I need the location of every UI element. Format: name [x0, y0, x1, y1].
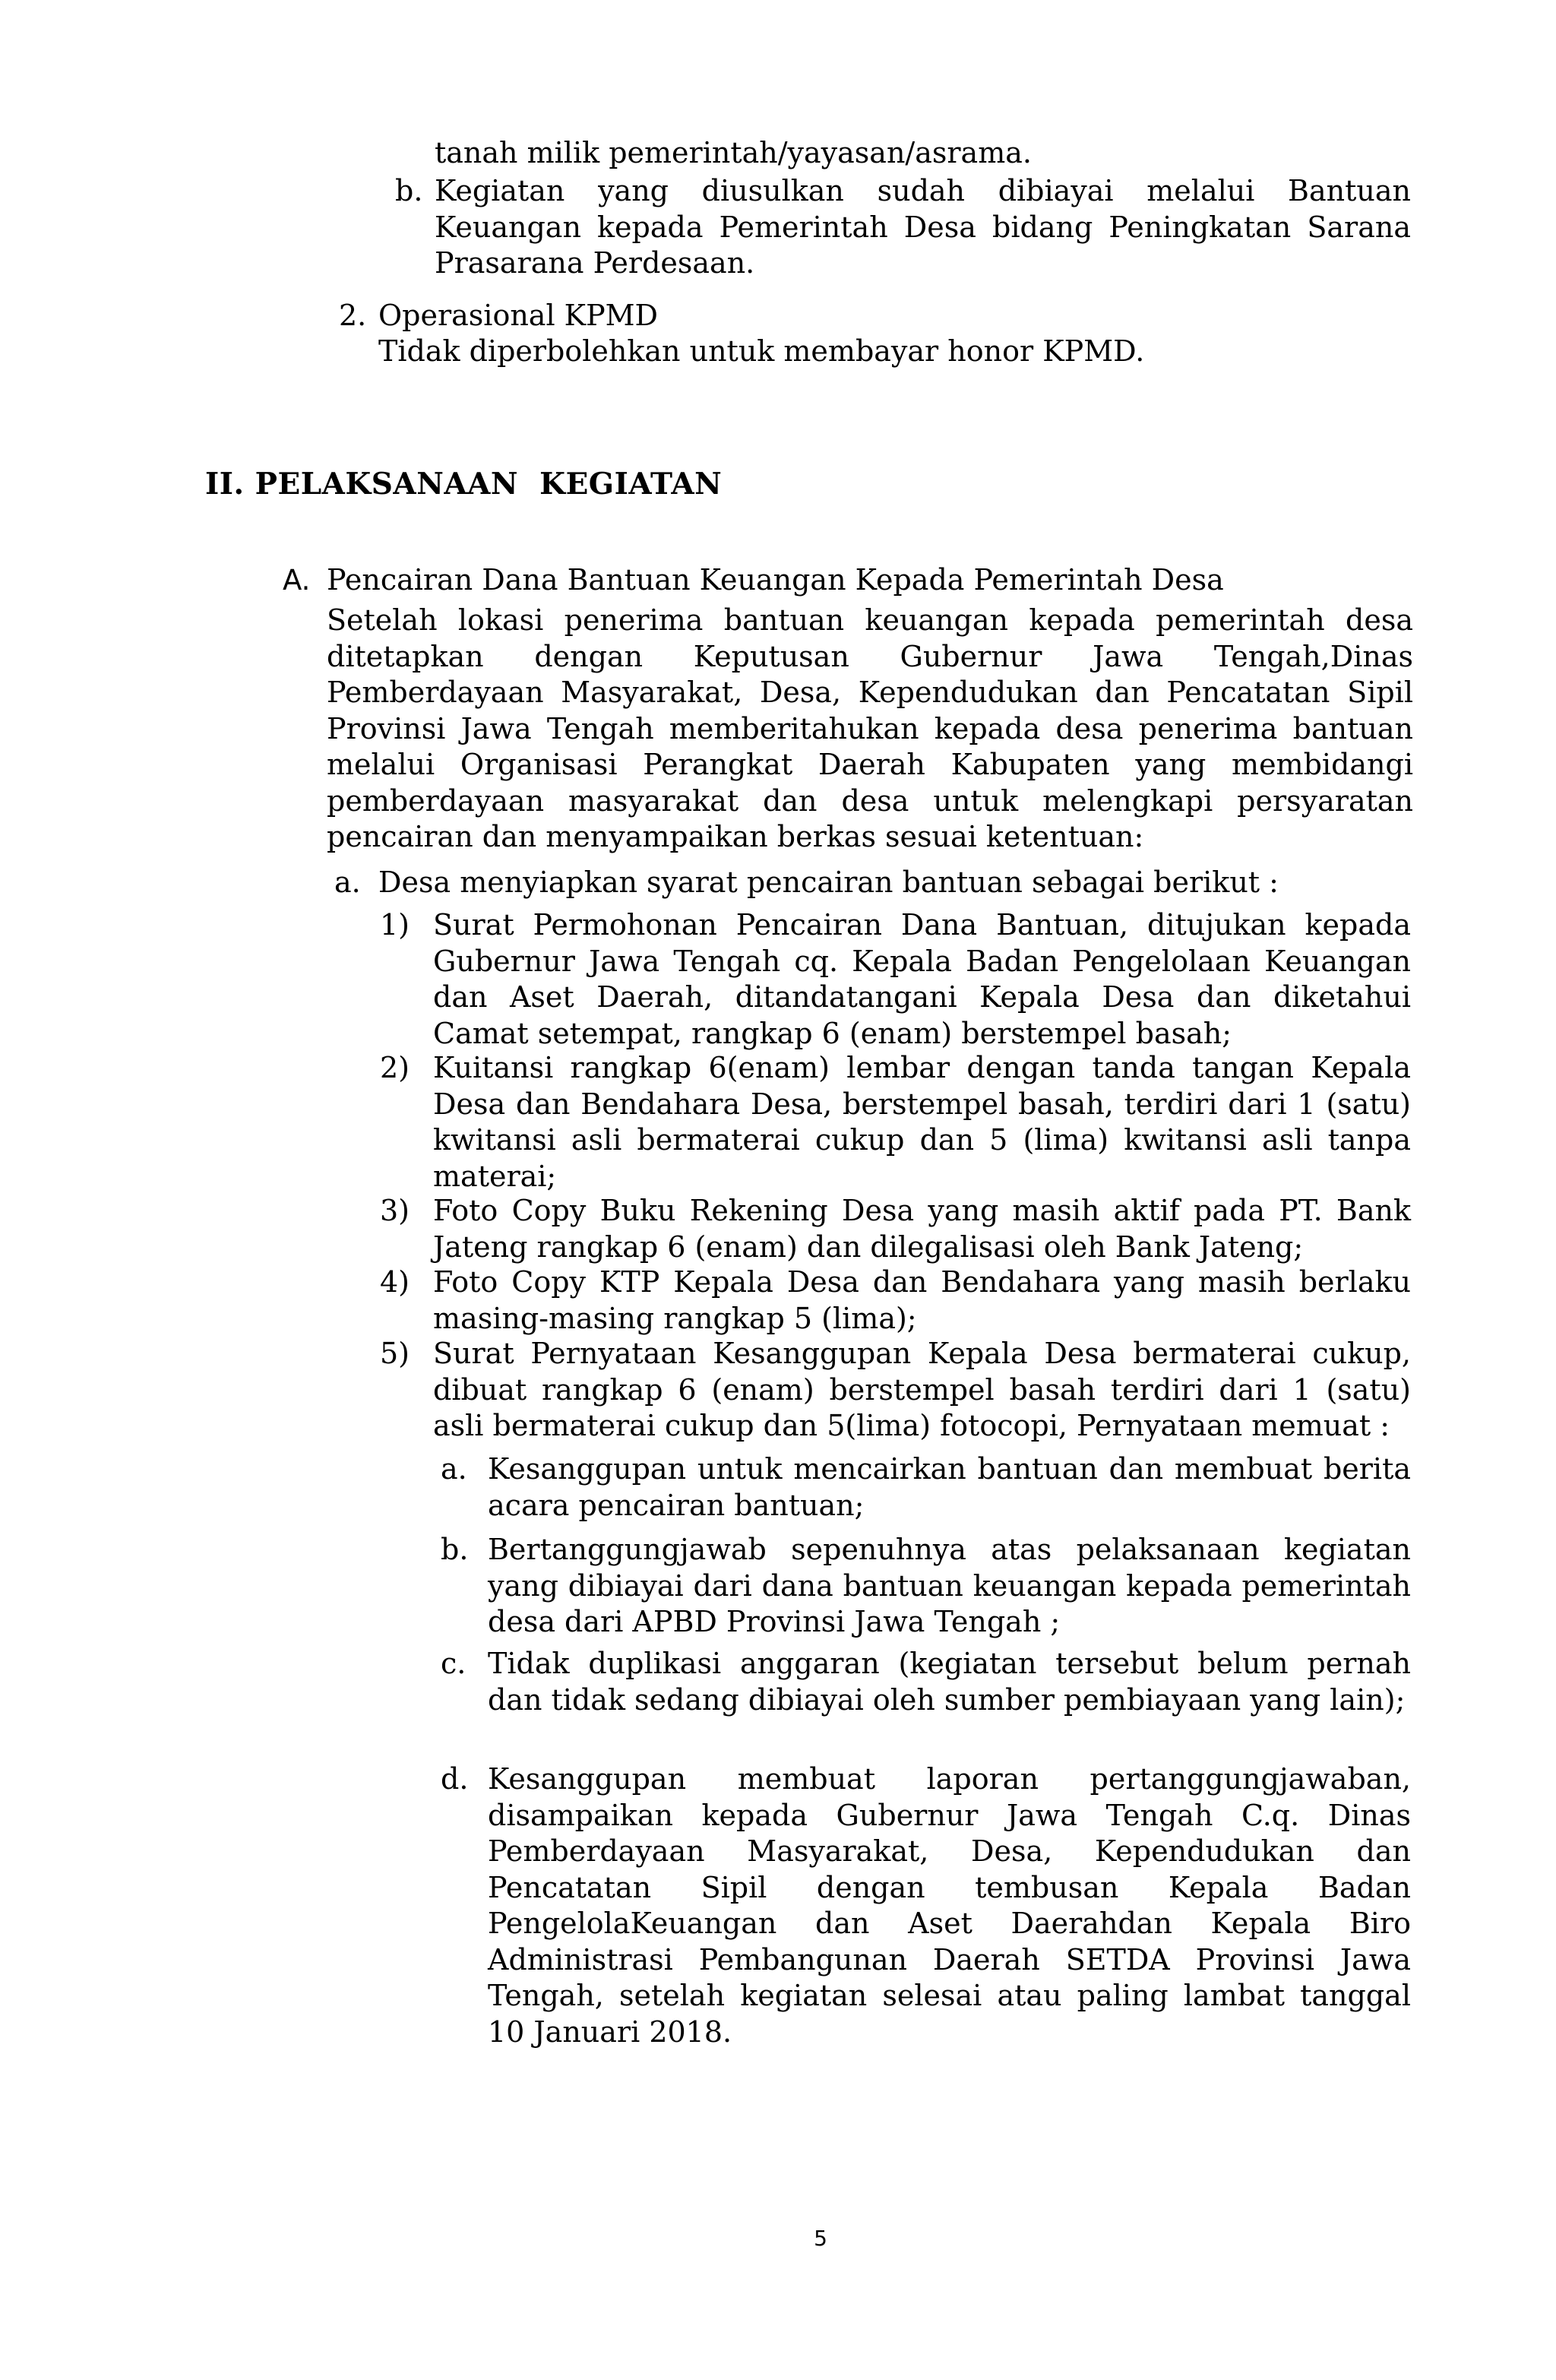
- item-2-title: Operasional KPMD: [378, 299, 659, 332]
- section-a-title: Pencairan Dana Bantuan Keuangan Kepada Pemerintah Desa: [327, 563, 1224, 597]
- requirement-number: 5): [380, 1337, 410, 1370]
- item-b-label: b.: [395, 174, 423, 207]
- requirement-number: 4): [380, 1265, 410, 1299]
- page-number: 5: [814, 2226, 827, 2251]
- sub-a-text: Desa menyiapkan syarat pencairan bantuan sebagai berikut :: [378, 866, 1279, 899]
- continuation-text: tanah milik pemerintah/yayasan/asrama.: [435, 136, 1032, 169]
- requirement-number: 3): [380, 1194, 410, 1227]
- requirement-number: 2): [380, 1051, 410, 1084]
- statement-text: Kesanggupan membuat laporan pertanggungjawaban, disampaikan kepada Gubernur Jawa Tengah C.q. Dinas Pemberdayaan Masyarakat, Desa, Kependudukan dan Pencatatan Sipil dengan tembusan Kepala Badan PengelolaKeuangan dan Aset Daerahdan Kepala Biro Administrasi Pembangunan Daerah SETDA Provinsi Jawa Tengah, setelah kegiatan selesai atau paling lambat tanggal 10 Januari 2018.: [488, 1762, 1411, 2049]
- section-a-intro: Setelah lokasi penerima bantuan keuangan kepada pemerintah desa ditetapkan dengan Keputusan Gubernur Jawa Tengah,Dinas Pemberdayaan Masyarakat, Desa, Kependudukan dan Pencatatan Sipil Provinsi Jawa Tengah memberitahukan kepada desa penerima bantuan melalui Organisasi Perangkat Daerah Kabupaten yang membidangi pemberdayaan masyarakat dan desa untuk melengkapi persyaratan pencairan dan menyampaikan berkas sesuai ketentuan:: [327, 603, 1413, 853]
- statement-label: a.: [441, 1452, 467, 1486]
- requirement-text: Foto Copy KTP Kepala Desa dan Bendahara yang masih berlaku masing-masing rangkap 5 (lima);: [433, 1265, 1411, 1335]
- item-b-text: Kegiatan yang diusulkan sudah dibiayai melalui Bantuan Keuangan kepada Pemerintah Desa bidang Peningkatan Sarana Prasarana Perdesaan.: [435, 174, 1411, 280]
- requirement-text: Surat Permohonan Pencairan Dana Bantuan, ditujukan kepada Gubernur Jawa Tengah cq. Kepala Badan Pengelolaan Keuangan dan Aset Daerah, ditandatangani Kepala Desa dan diketahui Camat setempat, rangkap 6 (enam) berstempel basah;: [433, 908, 1411, 1050]
- statement-text: Bertanggungjawab sepenuhnya atas pelaksanaan kegiatan yang dibiayai dari dana bantuan keuangan kepada pemerintah desa dari APBD Provinsi Jawa Tengah ;: [488, 1533, 1411, 1638]
- statement-text: Tidak duplikasi anggaran (kegiatan tersebut belum pernah dan tidak sedang dibiayai oleh sumber pembiayaan yang lain);: [488, 1647, 1411, 1717]
- statement-label: c.: [441, 1647, 466, 1680]
- item-2-label: 2.: [339, 299, 367, 332]
- statement-label: d.: [441, 1762, 469, 1796]
- requirement-text: Foto Copy Buku Rekening Desa yang masih aktif pada PT. Bank Jateng rangkap 6 (enam) dan dilegalisasi oleh Bank Jateng;: [433, 1194, 1411, 1264]
- sub-a-label: a.: [334, 866, 361, 899]
- requirement-text: Surat Pernyataan Kesanggupan Kepala Desa bermaterai cukup, dibuat rangkap 6 (enam) berstempel basah terdiri dari 1 (satu) asli bermaterai cukup dan 5(lima) fotocopi, Pernyataan memuat :: [433, 1337, 1411, 1442]
- requirement-text: Kuitansi rangkap 6(enam) lembar dengan tanda tangan Kepala Desa dan Bendahara Desa, berstempel basah, terdiri dari 1 (satu) kwitansi asli bermaterai cukup dan 5 (lima) kwitansi asli tanpa materai;: [433, 1051, 1411, 1193]
- requirement-number: 1): [380, 908, 410, 942]
- item-2-text: Tidak diperbolehkan untuk membayar honor KPMD.: [378, 334, 1145, 368]
- section-a-label: A.: [283, 564, 311, 597]
- section-heading: II. PELAKSANAAN KEGIATAN: [205, 467, 723, 502]
- statement-text: Kesanggupan untuk mencairkan bantuan dan membuat berita acara pencairan bantuan;: [488, 1452, 1411, 1522]
- statement-label: b.: [441, 1533, 469, 1566]
